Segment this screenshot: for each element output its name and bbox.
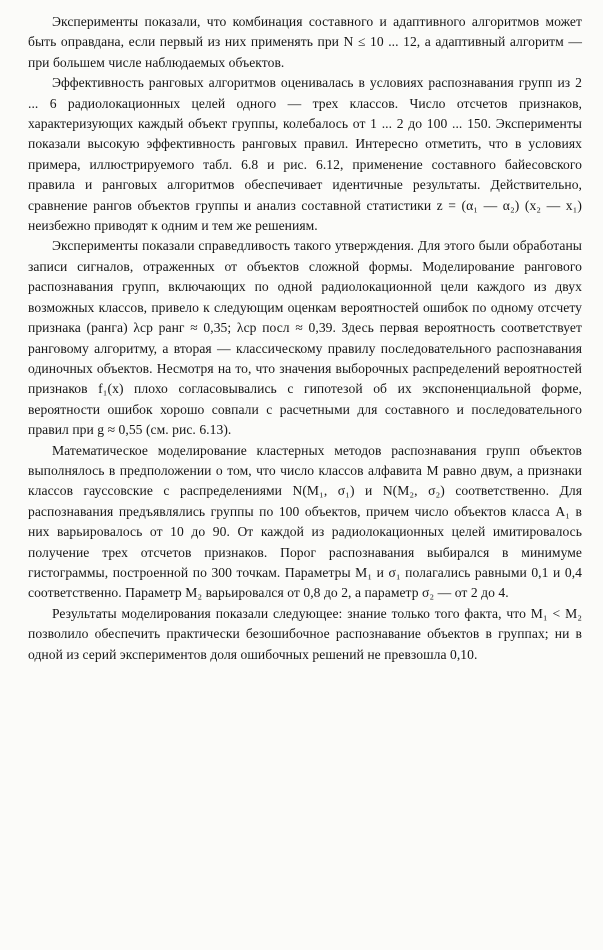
paragraph-3: Эксперименты показали справедливость такого утверждения. Для этого были обработаны записи сигналов, отраженных от объектов сложной формы. Моделирование рангового распознавания групп, включающих по одной радиолокационной цели каждого из двух возможных классов, привело к следующим оценкам вероятностей ошибок по одному отсчету признака (ранга) λср ранг ≈ 0,35; λср посл ≈ 0,39. Здесь первая вероятность соответствует ранговому алгоритму, а вторая — классическому правилу последовательного распознавания одиночных объектов. Несмотря на то, что значения выборочных распределений вероятностей признаков f₁(x) плохо согласовывались с гипотезой об их экспоненциальной форме, вероятности ошибок хорошо совпали с расчетными для составного и последовательного правил при g ≈ 0,55 (см. рис. 6.13).	[28, 238, 582, 438]
paragraph-1: Эксперименты показали, что комбинация составного и адаптивного алгоритмов может быть оправдана, если первый из них применять при N ≤ 10 ... 12, а адаптивный алгоритм — при большем числе наблюдаемых объектов.	[28, 14, 582, 70]
paragraph-5: Результаты моделирования показали следующее: знание только того факта, что M₁ < M₂ позволило обеспечить практически безошибочное распознавание объектов в группах; ни в одной из серий экспериментов доля ошибочных решений не превзошла 0,10.	[28, 605, 582, 662]
body-text	[28, 12, 582, 665]
paragraph-2: Эффективность ранговых алгоритмов оценивалась в условиях распознавания групп из 2 ... 6 радиолокационных целей одного — трех классов. Число отсчетов признаков, характеризующих каждый объект группы, колебалось от 1 ... 2 до 100 ... 150. Эксперименты показали высокую эффективность ранговых правил. Интересно отметить, что в условиях примера, иллюстрируемого табл. 6.8 и рис. 6.12, применение составного байесовского правила и ранговых алгоритмов обеспечивает идентичные результаты. Действительно, сравнение рангов объектов группы и анализ составной статистики z = (α₁ — α₂) (x₂ — x₁) неизбежно приводят к одним и тем же решениям.	[28, 75, 582, 234]
paragraph-4: Математическое моделирование кластерных методов распознавания групп объектов выполнялось в предположении о том, что число классов алфавита M равно двум, а признаки классов гауссовские с распределениями N(M₁, σ₁) и N(M₂, σ₂) соответственно. Для распознавания предъявлялись группы по 100 объектов, причем число объектов класса A₁ в них варьировалось от 10 до 90. От каждой из радиолокационных целей имитировалось получение трех отсчетов признаков. Порог распознавания выбирался в минимуме гистограммы, построенной по 300 точкам. Параметры M₁ и σ₁ полагались равными 0,1 и 0,4 соответственно. Параметр M₂ варьировался от 0,8 до 2, а параметр σ₂ — от 2 до 4.	[28, 442, 582, 601]
